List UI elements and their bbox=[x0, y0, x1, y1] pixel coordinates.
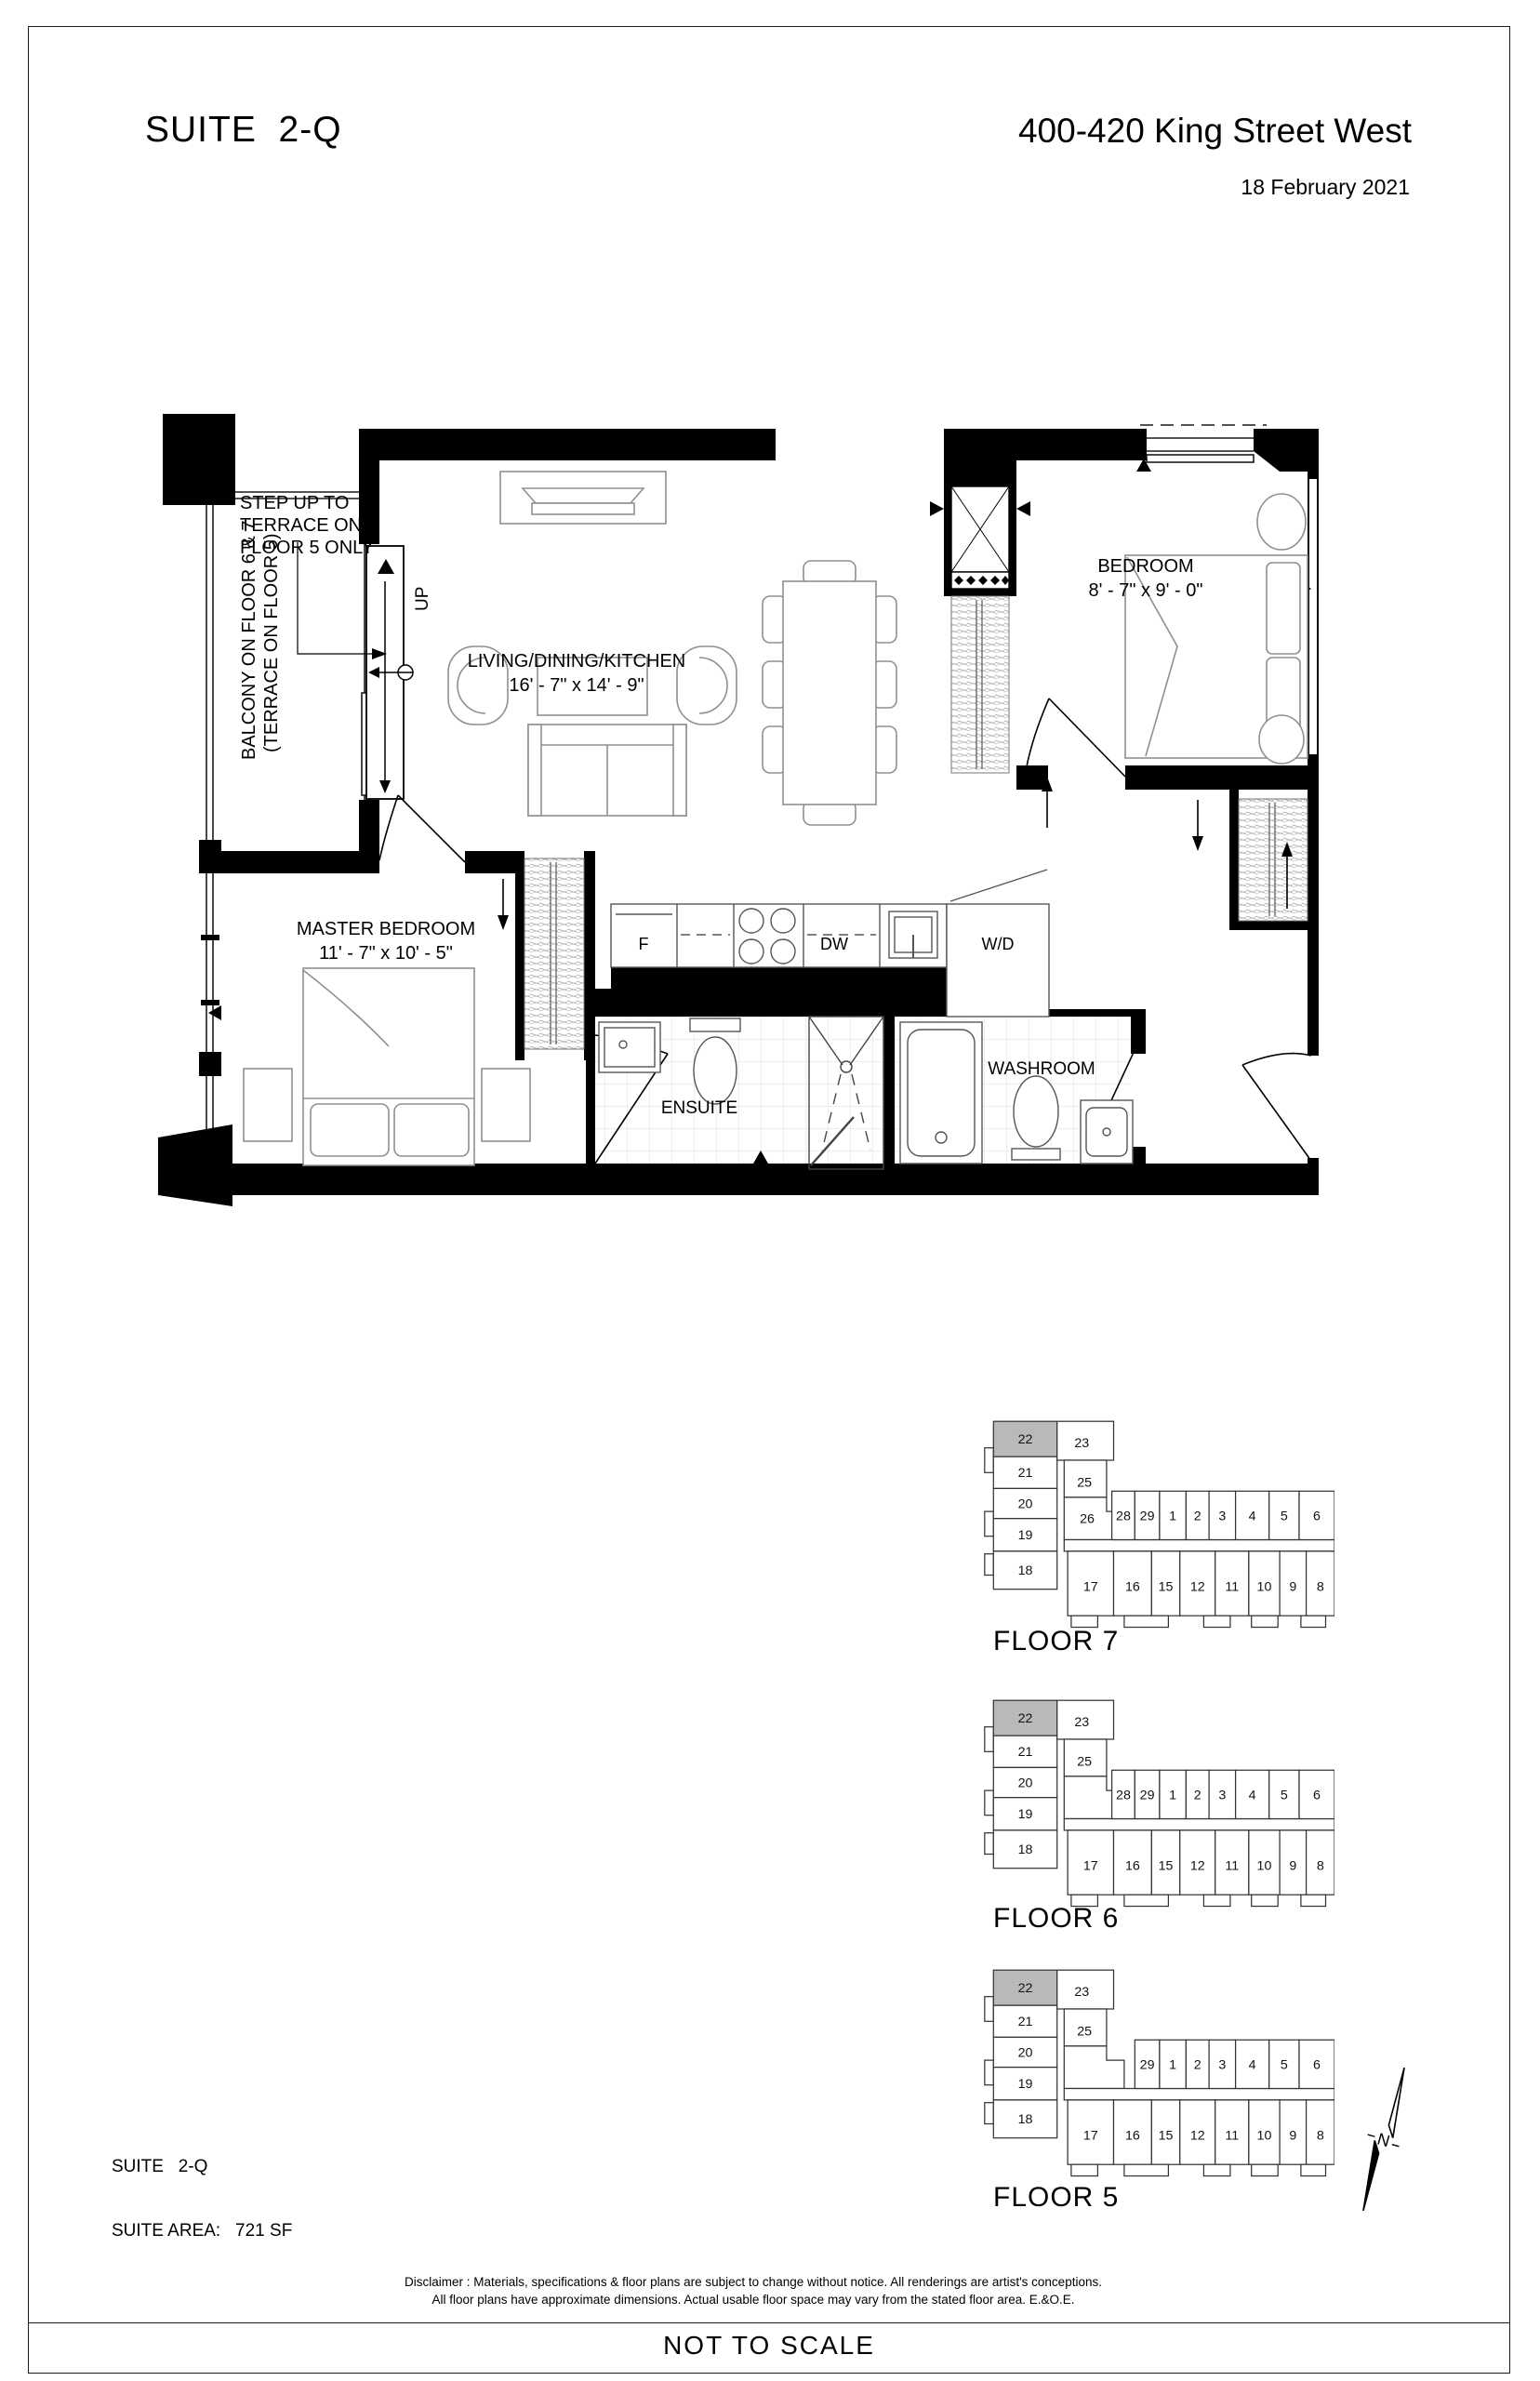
unit-number: 3 bbox=[1218, 2057, 1227, 2073]
up-label: UP bbox=[413, 586, 432, 611]
suite-summary bbox=[112, 2113, 292, 2284]
unit-number: 19 bbox=[1017, 2077, 1033, 2093]
plan-date: 18 February 2021 bbox=[1241, 175, 1410, 199]
unit-number: 17 bbox=[1082, 1579, 1098, 1595]
keyplan-floor-7 bbox=[981, 1407, 1334, 1637]
unit-number: 19 bbox=[1017, 1528, 1033, 1544]
unit-number: 23 bbox=[1074, 1714, 1090, 1730]
suite-area-line: SUITE AREA: 721 SF bbox=[112, 2221, 293, 2241]
unit-number: 16 bbox=[1124, 1858, 1140, 1874]
disclaimer bbox=[121, 2273, 1386, 2308]
unit-number: 20 bbox=[1017, 1776, 1033, 1791]
keyplan-floor-6 bbox=[981, 1686, 1334, 1916]
unit-number: 5 bbox=[1280, 2057, 1288, 2073]
sofa bbox=[528, 725, 686, 816]
unit-number: 4 bbox=[1248, 2057, 1256, 2073]
unit-number: 22 bbox=[1017, 1980, 1033, 1996]
unit-number: 16 bbox=[1124, 1579, 1140, 1595]
floor-6-label: FLOOR 6 bbox=[993, 1903, 1120, 1934]
balcony-note-1: BALCONY ON FLOOR 6 & 7 bbox=[239, 520, 259, 760]
unit-number: 25 bbox=[1077, 1475, 1093, 1491]
unit-number: 11 bbox=[1225, 2128, 1240, 2144]
unit-number: 22 bbox=[1017, 1710, 1033, 1726]
unit-number: 28 bbox=[1116, 1788, 1131, 1803]
washer-dryer-box bbox=[947, 904, 1049, 1017]
unit-number: 25 bbox=[1077, 2024, 1093, 2040]
unit-number: 28 bbox=[1116, 1509, 1131, 1524]
unit-number: 3 bbox=[1218, 1509, 1227, 1524]
master-dims: 11' - 7" x 10' - 5" bbox=[319, 943, 453, 964]
north-arrow bbox=[1337, 2057, 1430, 2220]
unit-number: 12 bbox=[1189, 1579, 1205, 1595]
nightstand bbox=[482, 1069, 530, 1141]
keyplan-floor-5 bbox=[981, 1956, 1334, 2186]
unit-number: 6 bbox=[1313, 2057, 1321, 2073]
unit-number: 29 bbox=[1139, 1509, 1155, 1524]
unit-number: 26 bbox=[1080, 1511, 1095, 1527]
nightstand bbox=[244, 1069, 292, 1141]
unit-number: 8 bbox=[1316, 1858, 1324, 1874]
unit-number: 29 bbox=[1139, 1788, 1155, 1803]
unit-number: 21 bbox=[1017, 1745, 1033, 1761]
floor-7-label: FLOOR 7 bbox=[993, 1626, 1120, 1656]
unit-number: 9 bbox=[1289, 1858, 1297, 1874]
unit-number: 29 bbox=[1139, 2057, 1155, 2073]
suite-floor-plan bbox=[158, 414, 1330, 1223]
unit-number: 12 bbox=[1189, 1858, 1205, 1874]
unit-number: 6 bbox=[1313, 1509, 1321, 1524]
unit-number: 2 bbox=[1193, 1509, 1201, 1524]
fridge-label: F bbox=[638, 935, 649, 953]
washer-dryer-label: W/D bbox=[981, 935, 1015, 953]
living-furniture bbox=[448, 472, 896, 825]
dining-table bbox=[783, 581, 876, 805]
unit-number: 21 bbox=[1017, 2015, 1033, 2030]
media-console bbox=[500, 472, 666, 524]
not-to-scale-label: NOT TO SCALE bbox=[663, 2331, 875, 2360]
unit-number: 11 bbox=[1225, 1858, 1240, 1874]
unit-number: 8 bbox=[1316, 2128, 1324, 2144]
unit-number: 12 bbox=[1189, 2128, 1205, 2144]
unit-number: 9 bbox=[1289, 2128, 1297, 2144]
unit-number: 15 bbox=[1158, 1858, 1174, 1874]
unit-number: 20 bbox=[1017, 2045, 1033, 2061]
dishwasher-label: DW bbox=[820, 935, 848, 953]
unit-number: 17 bbox=[1082, 2128, 1098, 2144]
dining-set bbox=[763, 561, 896, 825]
building-address: 400-420 King Street West bbox=[1017, 112, 1412, 150]
unit-number: 22 bbox=[1017, 1431, 1033, 1447]
footer-divider bbox=[28, 2322, 1510, 2323]
unit-number: 1 bbox=[1169, 2057, 1177, 2073]
ensuite-label: ENSUITE bbox=[660, 1098, 738, 1118]
unit-number: 18 bbox=[1017, 2112, 1033, 2128]
disclaimer-line-2: All floor plans have approximate dimensions. Actual usable floor space may vary from the stated floor area. E.&O.E. bbox=[431, 2293, 1075, 2307]
unit-number: 23 bbox=[1074, 1984, 1090, 2000]
unit-number: 4 bbox=[1248, 1788, 1256, 1803]
suite-number-line: SUITE 2-Q bbox=[112, 2157, 208, 2176]
unit-number: 4 bbox=[1248, 1509, 1256, 1524]
unit-number: 3 bbox=[1218, 1788, 1227, 1803]
bedroom-dims: 8' - 7" x 9' - 0" bbox=[1088, 580, 1203, 601]
step-note-1: STEP UP TO bbox=[240, 493, 350, 513]
living-label: LIVING/DINING/KITCHEN bbox=[467, 651, 686, 672]
unit-number: 19 bbox=[1017, 1807, 1033, 1823]
step-note-3: FLOOR 5 ONLY bbox=[240, 538, 375, 558]
unit-number: 16 bbox=[1124, 2128, 1140, 2144]
unit-number: 25 bbox=[1077, 1754, 1093, 1770]
unit-number: 21 bbox=[1017, 1466, 1033, 1482]
unit-number: 10 bbox=[1256, 2128, 1272, 2144]
unit-number: 10 bbox=[1256, 1858, 1272, 1874]
unit-number: 1 bbox=[1169, 1788, 1177, 1803]
unit-number: 23 bbox=[1074, 1435, 1090, 1451]
bedroom-label: BEDROOM bbox=[1097, 556, 1194, 577]
unit-number: 18 bbox=[1017, 1842, 1033, 1858]
balcony-note-2: (TERRACE ON FLOOR 5) bbox=[261, 533, 282, 752]
disclaimer-line-1: Disclaimer : Materials, specifications & floor plans are subject to change without notice. All renderings are artist's conceptions. bbox=[405, 2275, 1102, 2289]
bedroom-furniture bbox=[1125, 494, 1308, 764]
living-dims: 16' - 7" x 14' - 9" bbox=[509, 675, 644, 696]
unit-number: 15 bbox=[1158, 2128, 1174, 2144]
step-note-2: TERRACE ON bbox=[240, 515, 363, 536]
unit-number: 17 bbox=[1082, 1858, 1098, 1874]
unit-number: 8 bbox=[1316, 1579, 1324, 1595]
kitchen-sink bbox=[889, 911, 937, 958]
unit-number: 9 bbox=[1289, 1579, 1297, 1595]
page-title: SUITE 2-Q bbox=[145, 110, 342, 150]
washroom-label: WASHROOM bbox=[988, 1059, 1095, 1079]
north-letter: N bbox=[1374, 2129, 1392, 2151]
unit-number: 6 bbox=[1313, 1788, 1321, 1803]
unit-number: 2 bbox=[1193, 1788, 1201, 1803]
floor-5-label: FLOOR 5 bbox=[993, 2182, 1120, 2213]
unit-number: 1 bbox=[1169, 1509, 1177, 1524]
master-furniture bbox=[244, 968, 530, 1165]
unit-number: 15 bbox=[1158, 1579, 1174, 1595]
unit-number: 20 bbox=[1017, 1496, 1033, 1512]
unit-number: 18 bbox=[1017, 1563, 1033, 1579]
unit-number: 2 bbox=[1193, 2057, 1201, 2073]
mech-shaft bbox=[951, 486, 1009, 589]
master-label: MASTER BEDROOM bbox=[296, 919, 476, 939]
unit-number: 11 bbox=[1225, 1579, 1240, 1595]
unit-number: 10 bbox=[1256, 1579, 1272, 1595]
unit-number: 5 bbox=[1280, 1788, 1288, 1803]
unit-number: 5 bbox=[1280, 1509, 1288, 1524]
